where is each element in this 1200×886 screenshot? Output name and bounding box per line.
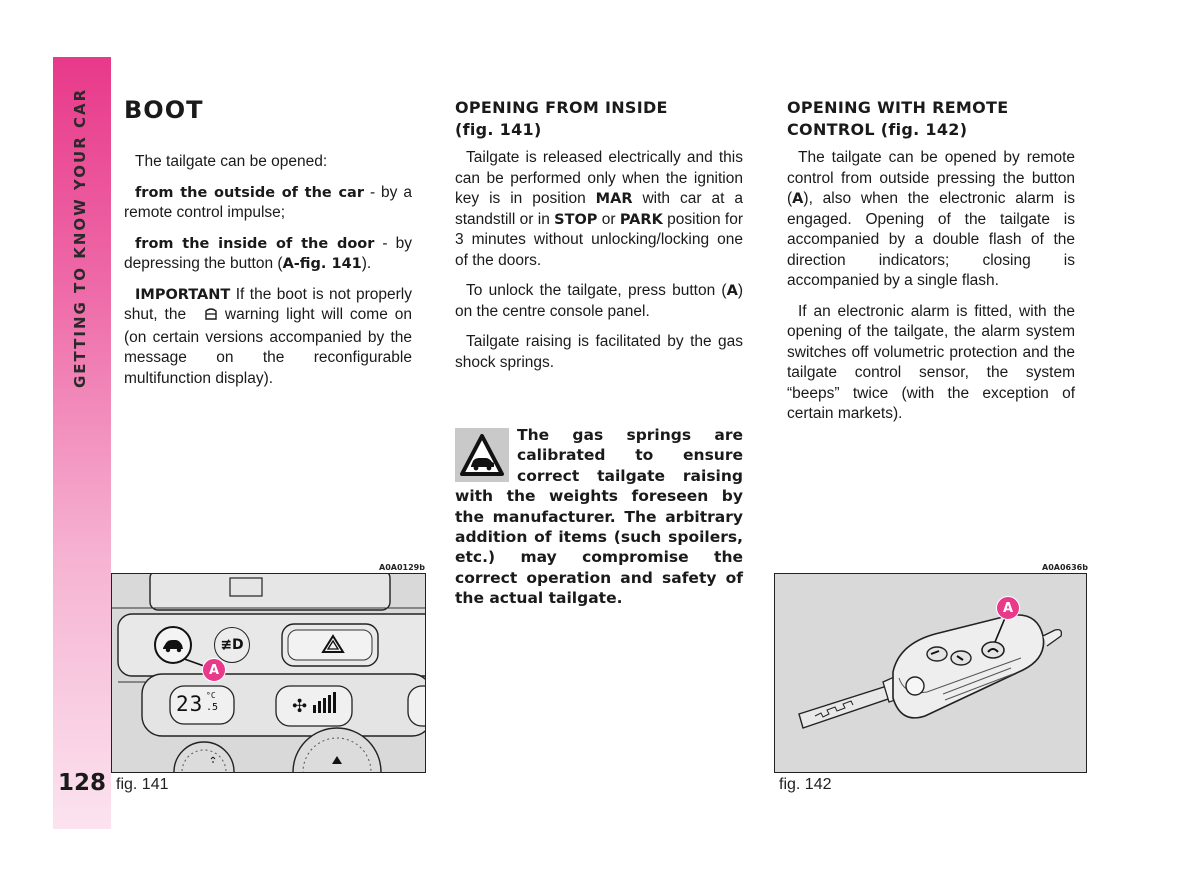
left-column: [124, 152, 412, 399]
figure-141: [111, 573, 426, 773]
remote-key-illustration: [775, 574, 1086, 772]
paragraph: IMPORTANT If the boot is not properly shut, the warning light will come on (on certain versions accompanied by the message on the reconfigurable multifunction display).: [124, 285, 412, 387]
page-number: 128: [58, 770, 107, 796]
boot-open-button-icon: [154, 626, 192, 664]
section-heading: OPENING FROM INSIDE (fig. 141): [455, 98, 668, 139]
console-illustration: [112, 574, 425, 772]
intro-text: The tailgate can be opened:: [135, 153, 328, 170]
temperature-display: 23 °C .5: [176, 691, 219, 716]
paragraph: from the outside of the car - by a remote control impulse;: [124, 183, 412, 221]
paragraph: from the inside of the door - by depressing the button (A-fig. 141).: [124, 234, 412, 272]
paragraph: The tailgate can be opened by remote control from outside pressing the button (A), also when the electronic alarm is engaged. Opening of the tailgate is accompanied by a double flash of the direction indicators; closing is accompanied by a single flash.: [787, 149, 1075, 289]
callout-a: A: [202, 658, 226, 682]
figure-caption: fig. 142: [779, 776, 832, 793]
paragraph: To unlock the tailgate, press button (A) on the centre console panel.: [455, 282, 743, 320]
section-title: GETTING TO KNOW YOUR CAR: [71, 87, 89, 388]
page-title: BOOT: [124, 96, 204, 124]
paragraph: If an electronic alarm is fitted, with the opening of the tailgate, the alarm system switches off volumetric protection and the tailgate control sensor, the system “beeps” twice (with the exception of certain markets).: [787, 302, 1075, 422]
warning-triangle-icon: [455, 428, 509, 482]
paragraph: Tailgate is released electrically and this can be performed only when the ignition key is in position MAR with car at a standstill or in STOP or PARK position for 3 minutes without unlocking/locking one of the doors.: [455, 149, 744, 269]
warning-note: The gas springs are calibrated to ensure correct tailgate raising with the weights foreseen by the manufacturer. The arbitrary addition of items (such spoilers, etc.) may compromise the correct operation and safety of the actual tailgate.: [455, 426, 743, 608]
right-column: [787, 97, 1075, 435]
section-heading: OPENING WITH REMOTE CONTROL (fig. 142): [787, 98, 1009, 139]
figure-142: [774, 573, 1087, 773]
paragraph: Tailgate raising is facilitated by the gas shock springs.: [455, 333, 743, 371]
fog-light-button: [214, 627, 250, 663]
figure-code: A0A0636b: [1042, 563, 1088, 572]
hazard-icon: [321, 634, 345, 654]
middle-column: [455, 97, 743, 383]
callout-a: A: [996, 596, 1020, 620]
fog-light-icon: ≢D: [220, 637, 244, 653]
figure-caption: fig. 141: [116, 776, 169, 793]
figure-code: A0A0129b: [379, 563, 425, 572]
fan-icon: ✣: [292, 696, 308, 717]
boot-warning-light-icon: [193, 307, 218, 328]
